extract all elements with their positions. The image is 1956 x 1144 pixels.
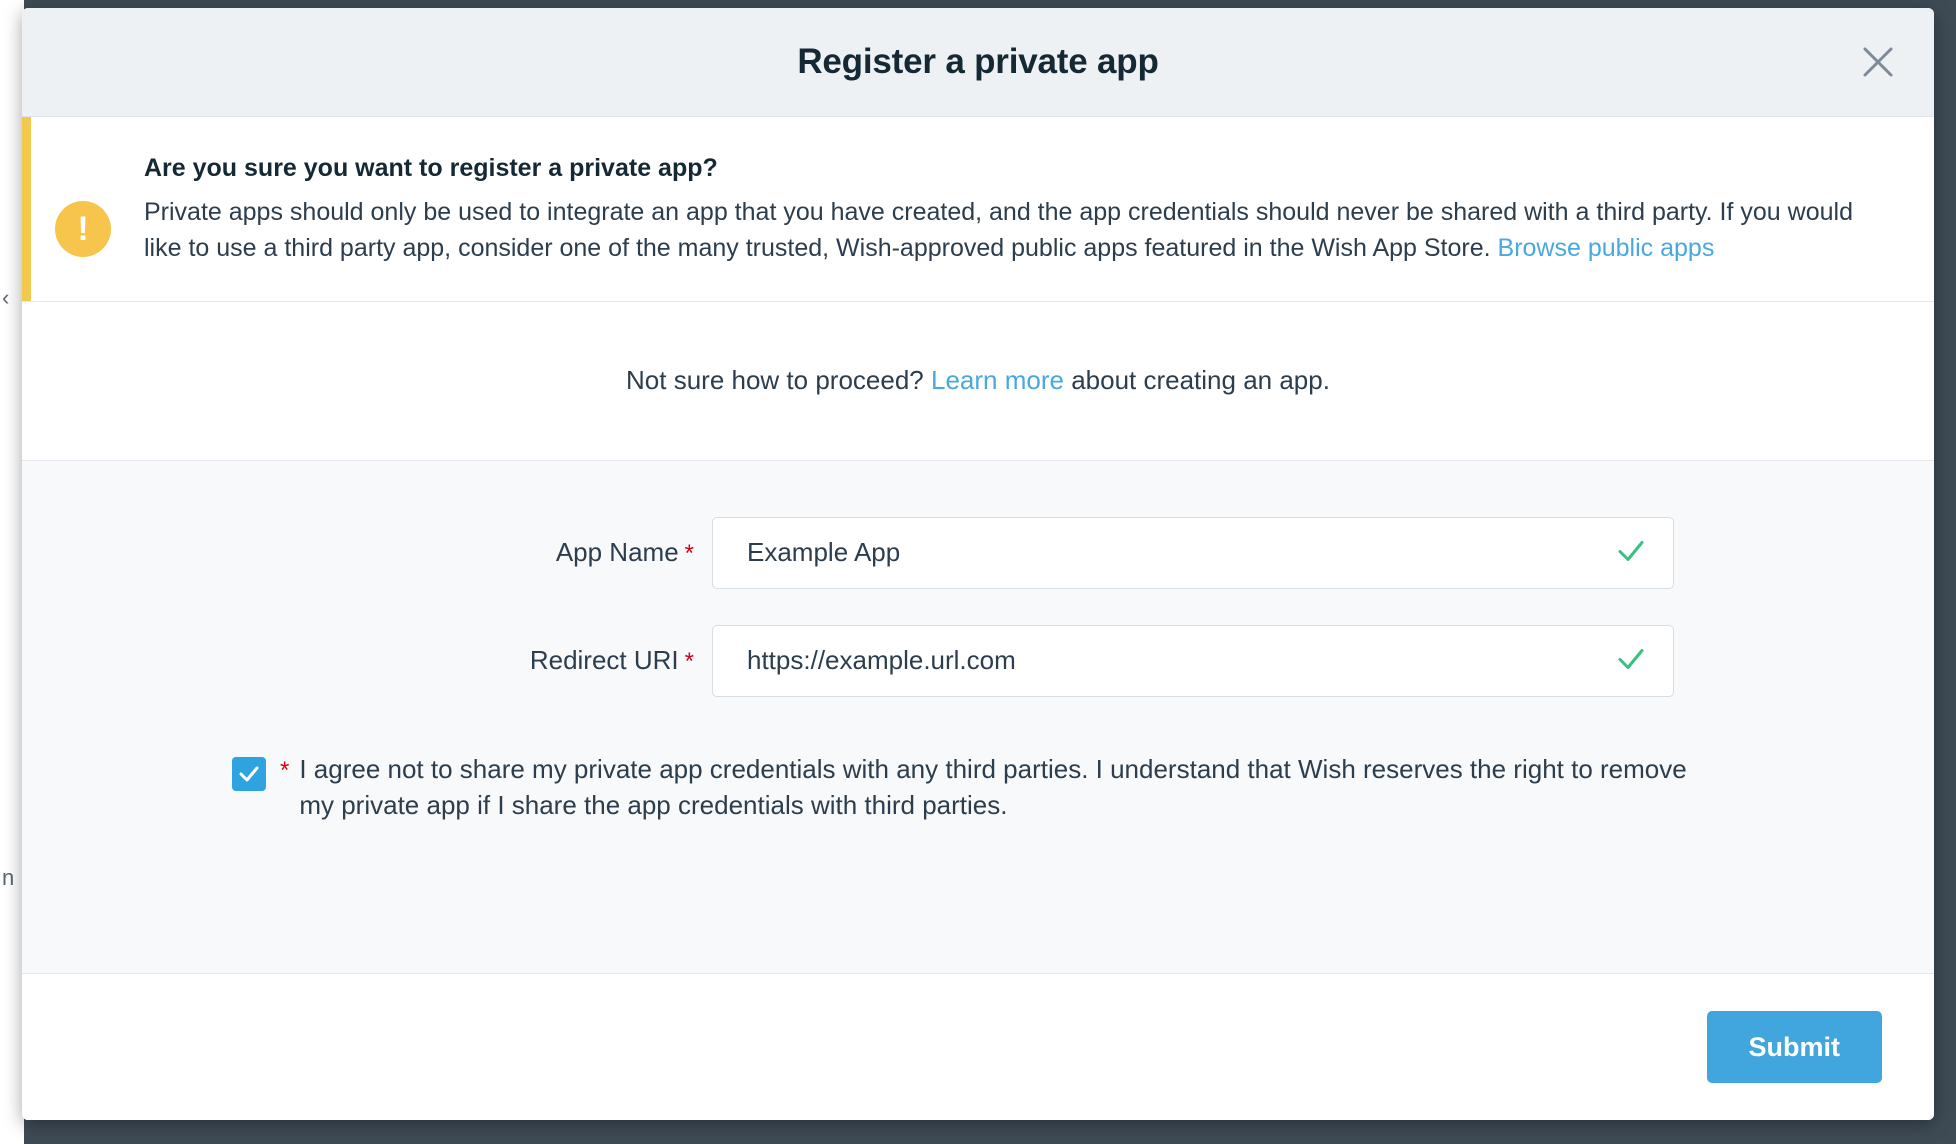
field-row-redirect-uri [22, 625, 1934, 697]
proceed-suffix: about creating an app. [1063, 365, 1330, 395]
redirect-uri-input-wrap [712, 625, 1674, 697]
dialog-footer [22, 974, 1934, 1120]
agreement-checkbox[interactable] [232, 757, 266, 791]
agreement-row [22, 751, 1934, 825]
dialog-title: Register a private app [797, 42, 1159, 81]
warning-content [144, 151, 1894, 267]
app-name-required-marker: * [684, 540, 694, 567]
app-name-input-wrap [712, 517, 1674, 589]
redirect-uri-input[interactable] [712, 625, 1674, 697]
field-row-app-name [22, 517, 1934, 589]
learn-more-link[interactable]: Learn more [931, 365, 1064, 395]
warning-stripe [22, 117, 31, 301]
app-name-label-text: App Name [555, 537, 679, 567]
background-page-edge [0, 0, 24, 1144]
agreement-text: I agree not to share my private app credentials with any third parties. I understand that Wish reserves the right to remove my private app if I share the app credentials with third parties. [299, 753, 1687, 821]
warning-banner [22, 117, 1934, 302]
warning-heading: Are you sure you want to register a private app? [144, 154, 718, 182]
app-registration-form [22, 461, 1934, 975]
app-name-input[interactable] [712, 517, 1674, 589]
redirect-uri-required-marker: * [684, 648, 694, 675]
app-name-label [22, 537, 712, 568]
proceed-prefix: Not sure how to proceed? [626, 365, 931, 395]
proceed-help-text [626, 365, 1330, 396]
background-glyph-top: ‹ [2, 285, 10, 310]
warning-text [144, 195, 1886, 267]
redirect-uri-label [22, 645, 712, 676]
warning-icon-container [22, 151, 144, 257]
agreement-required-marker: * [280, 756, 290, 784]
dialog-header [22, 8, 1934, 117]
redirect-uri-label-text: Redirect URI [529, 645, 679, 675]
background-glyph-bottom: n [2, 865, 15, 890]
register-private-app-dialog [22, 8, 1934, 1120]
warning-text-body: Private apps should only be used to integrate an app that you have created, and the app credentials should never be shared with a third party. If you would like to use a third party app, consider one of the many trusted, Wish-approved public apps featured in the Wish App Store. [144, 198, 1853, 262]
proceed-help-section [22, 302, 1934, 461]
browse-public-apps-link[interactable]: Browse public apps [1497, 233, 1715, 262]
warning-exclamation-icon: ! [55, 201, 111, 257]
submit-button[interactable]: Submit [1707, 1011, 1883, 1083]
close-icon[interactable] [1856, 40, 1900, 84]
